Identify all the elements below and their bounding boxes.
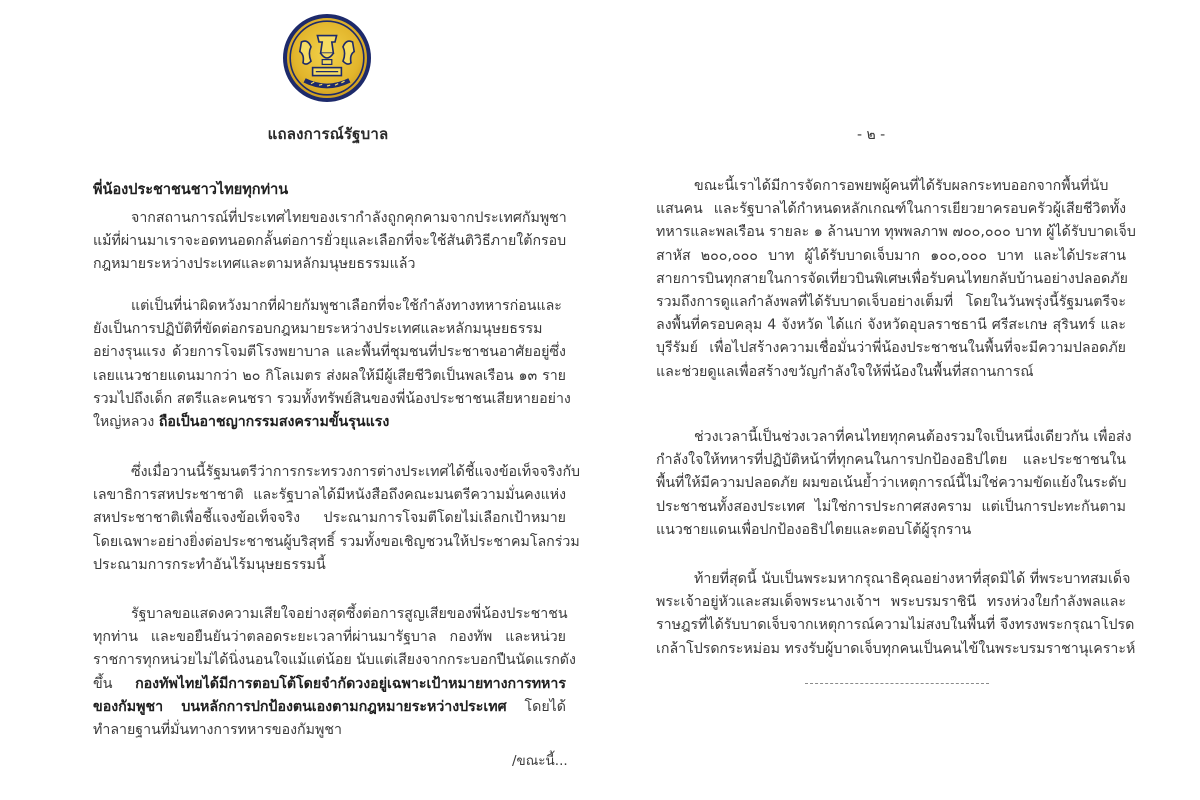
bold-emphasis-military-response: กองทัพไทยได้มีการตอบโต้โดยจำกัดวงอยู่เฉพาะเป้าหมายทางการทหาร xyxy=(135,675,566,692)
paragraph-line: แต่เป็นที่น่าผิดหวังมากที่ฝ่ายกัมพูชาเลือกที่จะใช้กำลังทางทหารก่อนและ xyxy=(131,298,562,314)
paragraph-2 xyxy=(93,295,571,434)
paragraph-line: เลยแนวชายแดนมากว่า ๒๐ กิโลเมตร ส่งผลให้มีผู้เสียชีวิตเป็นพลเรือน ๑๓ ราย xyxy=(93,367,566,384)
paragraph-line: รวมไปถึงเด็ก สตรีและคนชรา รวมทั้งทรัพย์สินของพี่น้องประชาชนเสียหายอย่าง xyxy=(93,390,571,407)
paragraph-line: ทหารและพลเรือน รายละ ๑ ล้านบาท ทุพพลภาพ ๗๐๐,๐๐๐ บาท ผู้ได้รับบาดเจ็บ xyxy=(656,224,1136,241)
page2-paragraph-2 xyxy=(656,426,1132,542)
paragraph-line xyxy=(93,696,566,719)
paragraph-line: ทุกท่าน และขอยืนยันว่าตลอดระยะเวลาที่ผ่านมารัฐบาล กองทัพ และหน่วย xyxy=(93,629,566,646)
page2-paragraph-1 xyxy=(656,175,1136,384)
paragraph-line: ลงพื้นที่ครอบคลุม 4 จังหวัด ได้แก่ จังหวัดอุบลราชธานี ศรีสะเกษ สุรินทร์ และ xyxy=(656,317,1126,334)
paragraph-line: จากสถานการณ์ที่ประเทศไทยของเรากำลังถูกคุกคามจากประเทศกัมพูชา xyxy=(131,210,567,226)
paragraph-1 xyxy=(93,207,566,277)
page2-paragraph-3 xyxy=(656,568,1136,661)
page-number: - ๒ - xyxy=(857,127,886,143)
paragraph-line: เกล้าโปรดกระหม่อม ทรงรับผู้บาดเจ็บทุกคนเป็นคนไข้ในพระบรมราชานุเคราะห์ xyxy=(656,640,1136,657)
paragraph-line: พื้นที่ให้มีความปลอดภัย ผมขอเน้นย้ำว่าเหตุการณ์นี้ไม่ใช่ความขัดแย้งในระดับ xyxy=(656,475,1127,492)
paragraph-line: ประณามการกระทำอันไร้มนุษยธรรมนี้ xyxy=(93,556,326,573)
paragraph-text: โดยได้ xyxy=(524,698,566,715)
letterhead-title: แถลงการณ์รัฐบาล xyxy=(267,125,389,143)
paragraph-line: โดยเฉพาะอย่างยิ่งต่อประชาชนผู้บริสุทธิ์ รวมทั้งขอเชิญชวนให้ประชาคมโลกร่วม xyxy=(93,533,580,550)
paragraph-line: ซึ่งเมื่อวานนี้รัฐมนตรีว่าการกระทรวงการต่างประเทศได้ชี้แจงข้อเท็จจริงกับ xyxy=(131,464,581,480)
paragraph-line: ท้ายที่สุดนี้ นับเป็นพระมหากรุณาธิคุณอย่างหาที่สุดมิได้ ที่พระบาทสมเด็จ xyxy=(694,571,1131,587)
paragraph-text: ใหญ่หลวง xyxy=(93,414,155,431)
greeting-heading: พี่น้องประชาชนชาวไทยทุกท่าน xyxy=(93,182,289,198)
paragraph-line: ขณะนี้เราได้มีการจัดการอพยพผู้คนที่ได้รับผลกระทบออกจากพื้นที่นับ xyxy=(694,178,1109,194)
paragraph-line xyxy=(93,673,566,696)
bold-emphasis-self-defense: ของกัมพูชา บนหลักการปกป้องตนเองตามกฎหมายระหว่างประเทศ xyxy=(93,698,507,715)
paragraph-line: ประชาชนทั้งสองประเทศ ไม่ใช่การประกาศสงคราม แต่เป็นการปะทะกันตาม xyxy=(656,498,1126,515)
thai-government-seal-icon xyxy=(283,14,371,102)
paragraph-line: บุรีรัมย์ เพื่อไปสร้างความเชื่อมั่นว่าพี่น้องประชาชนในพื้นที่จะมีความปลอดภัย xyxy=(656,340,1126,357)
page-2 xyxy=(600,0,1200,800)
bold-emphasis-war-crime: ถือเป็นอาชญากรรมสงครามขั้นรุนแรง xyxy=(158,414,390,431)
paragraph-line: สายการบินทุกสายในการจัดเที่ยวบินพิเศษเพื่อรับคนไทยกลับบ้านอย่างปลอดภัย xyxy=(656,270,1128,287)
paragraph-line: รัฐบาลขอแสดงความเสียใจอย่างสุดซึ้งต่อการสูญเสียของพี่น้องประชาชน xyxy=(131,606,568,622)
paragraph-line: ราชการทุกหน่วยไม่ได้นิ่งนอนใจแม้แต่น้อย นับแต่เสียงจากกระบอกปืนนัดแรกดัง xyxy=(93,652,576,669)
paragraph-line: พระเจ้าอยู่หัวและสมเด็จพระนางเจ้าฯ พระบรมราชินี ทรงห่วงใยกำลังพลและ xyxy=(656,594,1126,611)
paragraph-line: ยังเป็นการปฏิบัติที่ขัดต่อกรอบกฎหมายระหว่างประเทศและหลักมนุษยธรรม xyxy=(93,321,543,338)
paragraph-line: ราษฎรที่ได้รับบาดเจ็บจากเหตุการณ์ความไม่สงบในพื้นที่ จึงทรงพระกรุณาโปรด xyxy=(656,617,1135,634)
paragraph-line: เลขาธิการสหประชาชาติ และรัฐบาลได้มีหนังสือถึงคณะมนตรีความมั่นคงแห่ง xyxy=(93,487,566,504)
paragraph-line: สหประชาชาติเพื่อชี้แจงข้อเท็จจริง ประณามการโจมตีโดยไม่เลือกเป้าหมาย xyxy=(93,510,566,527)
paragraph-4 xyxy=(93,603,576,742)
paragraph-line: กำลังใจให้ทหารที่ปฏิบัติหน้าที่ทุกคนในการปกป้องอธิปไตย และประชาชนใน xyxy=(656,452,1126,469)
paragraph-line: แม้ที่ผ่านมาเราจะอดทนอดกลั้นต่อการยั่วยุและเลือกที่จะใช้สันติวิธีภายใต้กรอบ xyxy=(93,233,567,250)
paragraph-line: แนวชายแดนเพื่อปกป้องอธิปไตยและตอบโต้ผู้รุกราน xyxy=(656,521,972,538)
paragraph-line: สาหัส ๒๐๐,๐๐๐ บาท ผู้ได้รับบาดเจ็บมาก ๑๐๐,๐๐๐ บาท และได้ประสาน xyxy=(656,247,1126,264)
paragraph-line xyxy=(93,411,566,434)
paragraph-line: อย่างรุนแรง ด้วยการโจมตีโรงพยาบาล และพื้นที่ชุมชนที่ประชาชนอาศัยอยู่ซึ่ง xyxy=(93,344,566,361)
continuation-marker: /ขณะนี้... xyxy=(512,753,568,769)
paragraph-3 xyxy=(93,461,581,577)
paragraph-line: ช่วงเวลานี้เป็นช่วงเวลาที่คนไทยทุกคนต้องรวมใจเป็นหนึ่งเดียวกัน เพื่อส่ง xyxy=(694,429,1132,445)
paragraph-line: กฎหมายระหว่างประเทศและตามหลักมนุษยธรรมแล้ว xyxy=(93,256,416,273)
paragraph-text: ขึ้น xyxy=(93,675,113,692)
paragraph-line: แสนคน และรัฐบาลได้กำหนดหลักเกณฑ์ในการเยียวยาครอบครัวผู้เสียชีวิตทั้ง xyxy=(656,201,1126,218)
paragraph-line: รวมถึงการดูแลกำลังพลที่ได้รับบาดเจ็บอย่างเต็มที่ โดยในวันพรุ่งนี้รัฐมนตรีจะ xyxy=(656,294,1126,311)
end-of-document-dashed-rule xyxy=(805,683,989,684)
paragraph-line: และช่วยดูแลเพื่อสร้างขวัญกำลังใจให้พี่น้องในพื้นที่สถานการณ์ xyxy=(656,363,1034,380)
paragraph-line: ทำลายฐานที่มั่นทางการทหารของกัมพูชา xyxy=(93,722,342,739)
seal-emblem-graphic xyxy=(287,18,367,98)
